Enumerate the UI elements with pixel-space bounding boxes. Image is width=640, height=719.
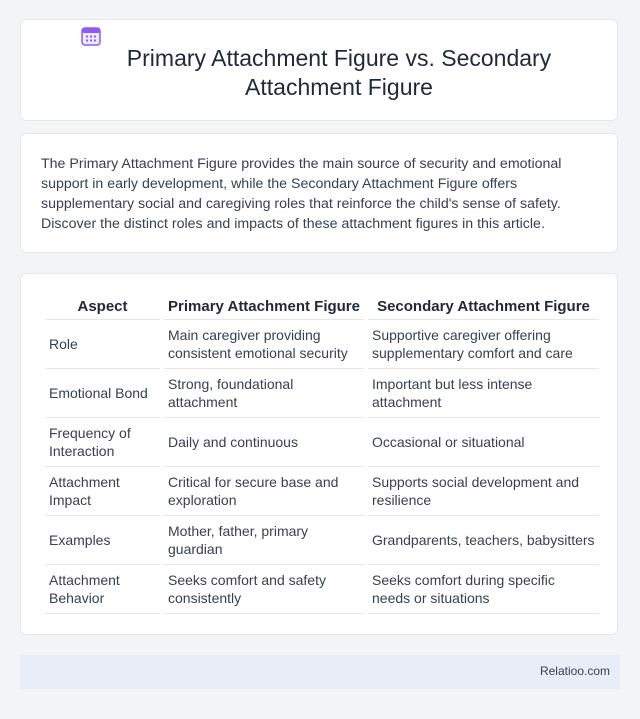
page-title: Primary Attachment Figure vs. Secondary Attachment Figure [126,45,552,100]
primary-cell: Critical for secure base and exploration [164,466,364,515]
table-row [45,368,599,417]
secondary-cell: Occasional or situational [368,417,599,466]
table-header-row [45,294,599,319]
primary-cell: Mother, father, primary guardian [164,515,364,564]
comparison-card [20,273,618,635]
primary-cell: Main caregiver providing consistent emotional security [164,319,364,368]
aspect-cell: Role [45,319,160,368]
footer-bar [20,655,620,689]
header-aspect: Aspect [77,298,128,315]
table-row [45,515,599,564]
primary-cell: Seeks comfort and safety consistently [164,564,364,614]
secondary-cell: Grandparents, teachers, babysitters [368,515,599,564]
secondary-cell: Supports social development and resilience [368,466,599,515]
table-row [45,319,599,368]
title-card [20,19,618,121]
aspect-cell: Emotional Bond [45,368,160,417]
secondary-cell: Supportive caregiver offering supplementary comfort and care [368,319,599,368]
secondary-cell: Important but less intense attachment [368,368,599,417]
intro-card [20,133,618,253]
comparison-table [41,294,603,614]
header-primary: Primary Attachment Figure [168,298,360,315]
intro-paragraph: The Primary Attachment Figure provides the main source of security and emotional support in early development, while the Secondary Attachment Figure offers supplementary social and caregiving roles that reinforce the child's sense of safety. Discover the distinct roles and impacts of these attachment figures in this article. [41,156,562,232]
aspect-cell: Attachment Behavior [45,564,160,614]
aspect-cell: Examples [45,515,160,564]
table-row [45,466,599,515]
header-secondary: Secondary Attachment Figure [377,298,590,315]
table-row [45,564,599,614]
aspect-cell: Attachment Impact [45,466,160,515]
primary-cell: Daily and continuous [164,417,364,466]
secondary-cell: Seeks comfort during specific needs or situations [368,564,599,614]
footer-brand[interactable]: Relatioo.com [539,664,610,678]
table-row [45,417,599,466]
aspect-cell: Frequency of Interaction [45,417,160,466]
primary-cell: Strong, foundational attachment [164,368,364,417]
